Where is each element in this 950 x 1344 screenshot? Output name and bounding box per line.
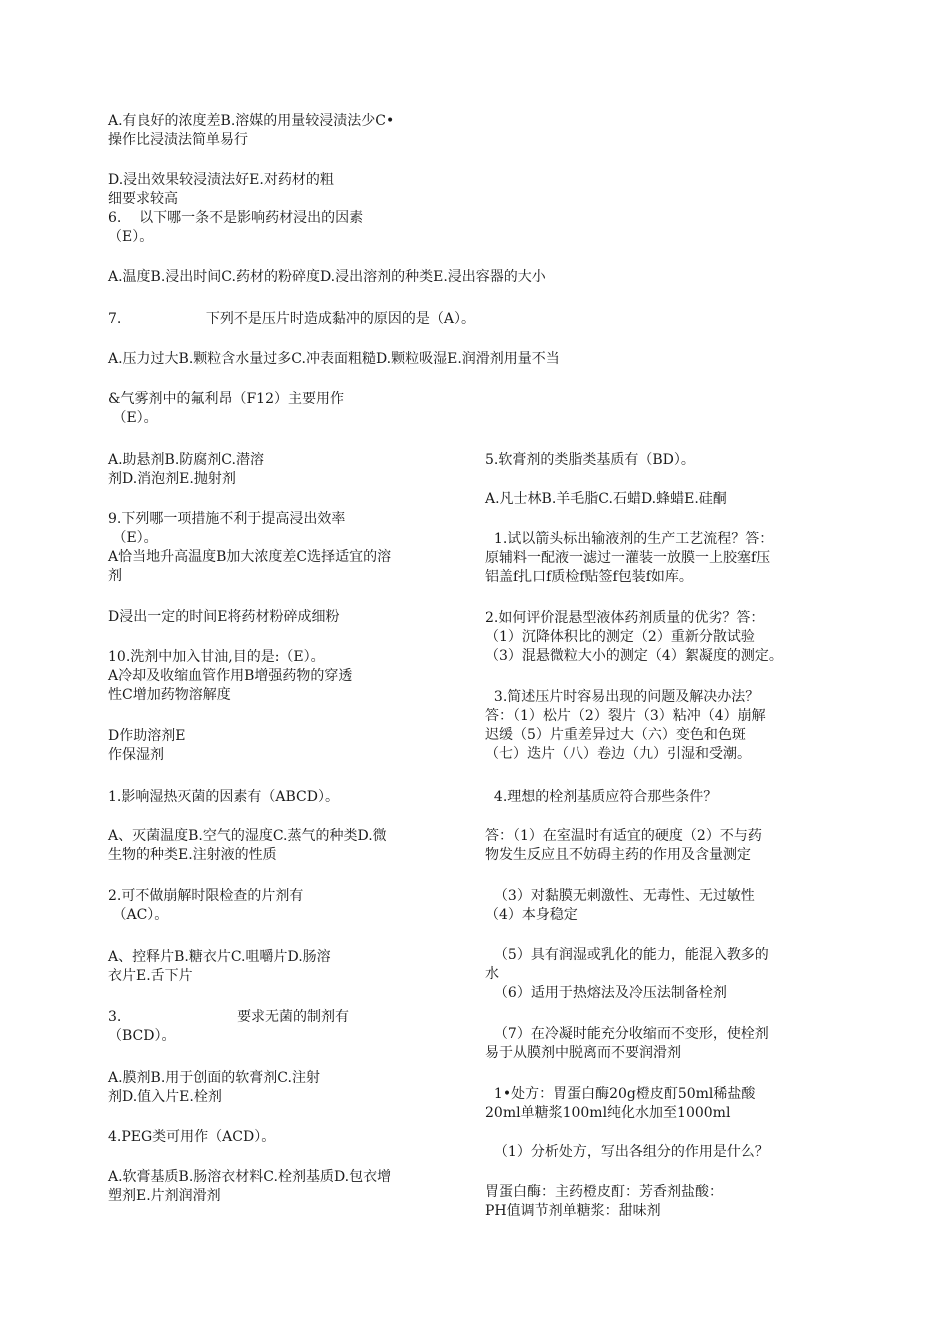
text-block: 4.理想的栓剂基质应符合那些条件？ [485,789,718,805]
text-block: A.温度B.浸出时间C.药材的粉碎度D.浸出溶剂的种类E.浸出容器的大小 [108,269,546,285]
text-block: 3.简述压片时容易出现的问题及解决办法？ 答：（1）松片（2）裂片（3）粘冲（4）崩解 迟缓（5）片重差异过大（六）变色和色斑 （七）迭片（八）卷边（九）引湿和受潮。 [485,689,766,762]
text-block: 9.下列哪一项措施不利于提高浸出效率 （E）。 A恰当地升高温度B加大浓度差C选择适宜的溶 剂 [108,511,392,584]
text-block: （5）具有润湿或乳化的能力，能混入教多的 水 （6）适用于热熔法及冷压法制备栓剂 [485,947,769,1001]
text-block: （7）在冷凝时能充分收缩而不变形，使栓剂 易于从膜剂中脱离而不要润滑剂 [485,1026,769,1061]
text-block: A、灭菌温度B.空气的湿度C.蒸气的种类D.微 生物的种类E.注射液的性质 [108,828,387,863]
text-block: A.膜剂B.用于创面的软膏剂C.注射 剂D.值入片E.栓剂 [108,1070,320,1105]
text-block: D浸出一定的时间E将药材粉碎成细粉 [108,609,340,625]
text-block: A.助悬剂B.防腐剂C.潜溶 剂D.消泡剂E.抛射剂 [108,452,264,487]
text-block: 答：（1）在室温时有适宜的硬度（2）不与药 物发生反应且不妨碍主药的作用及含量测定 [485,828,762,863]
text-block: （3）对黏膜无刺激性、无毒性、无过敏性 （4）本身稳定 [485,888,755,923]
text-block: 3. 要求无菌的制剂有 （BCD）。 [108,1009,350,1044]
text-block: A.软膏基质B.肠溶衣材料C.栓剂基质D.包衣增 塑剂E.片剂润滑剂 [108,1169,392,1204]
text-block: 2.可不做崩解时限检查的片剂有 （AC）。 [108,888,304,923]
text-block: 胃蛋白酶：主药橙皮酊：芳香剂盐酸： PH值调节剂单糖浆：甜味剂 [485,1184,723,1219]
text-block: &气雾剂中的氟利昂（F12）主要用作 （E）。 [108,391,344,426]
text-block: （1）分析处方，写出各组分的作用是什么？ [485,1144,769,1160]
text-block: 7. 下列不是压片时造成黏冲的原因的是（A）。 [108,311,476,327]
text-block: D.浸出效果较浸渍法好E.对药材的粗 细要求较高 6. 以下哪一条不是影响药材浸出的因素 （E）。 [108,172,364,245]
text-block: A、控释片B.糖衣片C.咀嚼片D.肠溶 衣片E.舌下片 [108,949,331,984]
text-block: D作助溶剂E 作保湿剂 [108,728,186,763]
text-block: A.有良好的浓度差B.溶媒的用量较浸渍法少C• 操作比浸渍法简单易行 [108,113,395,148]
text-block: 2.如何评价混悬型液体药剂质量的优劣？答： （1）沉降体积比的测定（2）重新分散试验 （3）混悬微粒大小的测定（4）絮凝度的测定。 [485,610,783,664]
text-block: A.凡士林B.羊毛脂C.石蜡D.蜂蜡E.硅酮 [485,491,727,507]
text-block: 1•处方：胃蛋白酶20g橙皮酊50ml稀盐酸 20ml单糖浆100ml纯化水加至1000ml [485,1086,756,1121]
text-block: 4.PEG类可用作（ACD）。 [108,1129,276,1145]
text-block: A.压力过大B.颗粒含水量过多C.冲表面粗糙D.颗粒吸湿E.润滑剂用量不当 [108,351,560,367]
text-block: 10.洗剂中加入甘油,目的是:（E）。 A冷却及收缩血管作用B增强药物的穿透 性C增加药物溶解度 [108,649,353,703]
text-block: 1.试以箭头标出输液剂的生产工艺流程？答： 原辅料一配液一滤过一灌装一放膜一上胶塞f压 铝盖f扎口f质检f贴签f包装f如库。 [485,531,774,585]
text-block: 5.软膏剂的类脂类基质有（BD）。 [485,452,695,468]
text-block: 1.影响湿热灭菌的因素有（ABCD）。 [108,789,339,805]
